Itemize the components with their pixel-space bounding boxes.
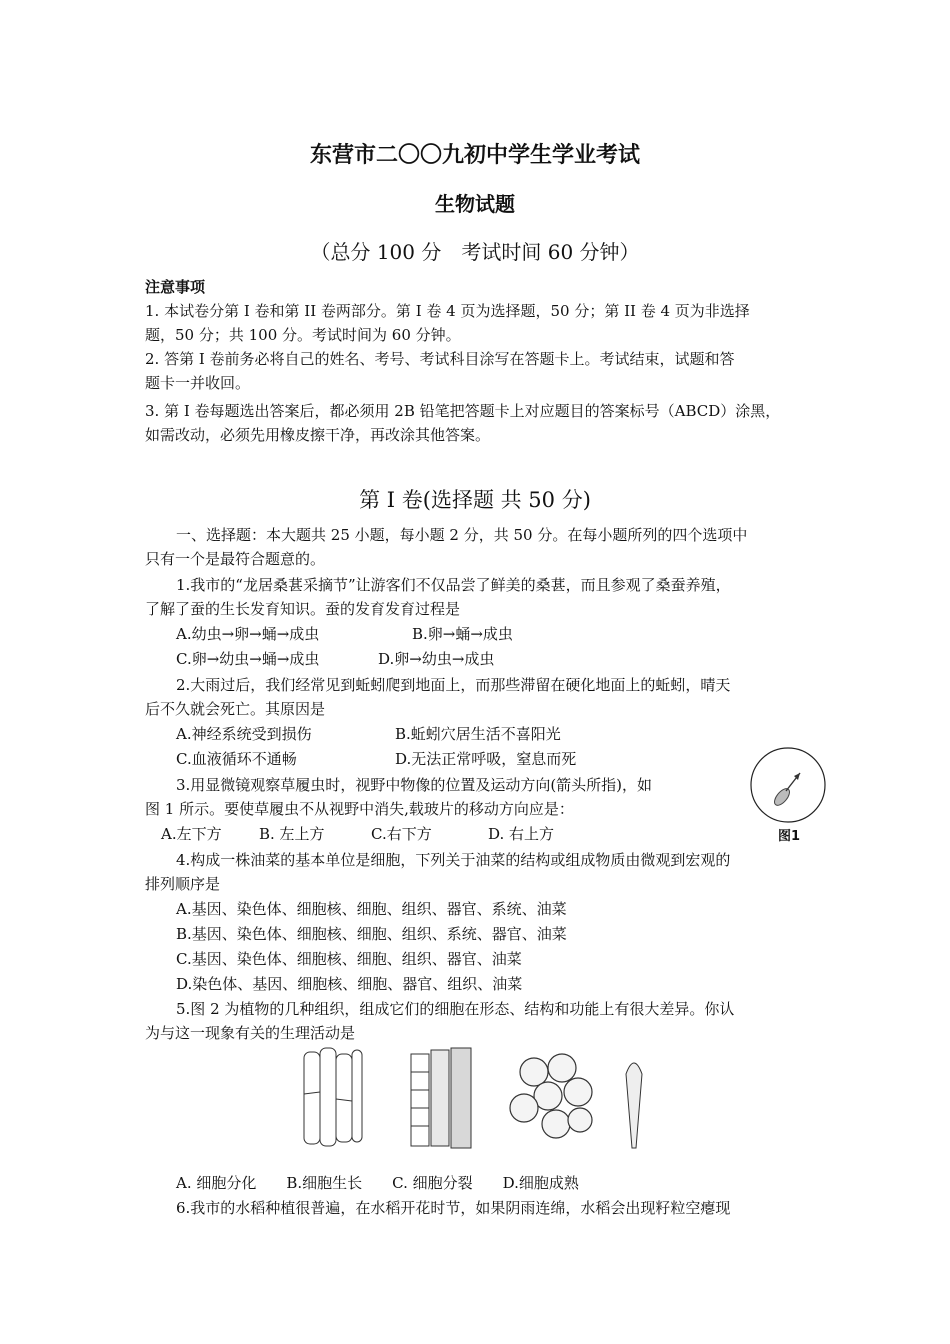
q3-option-a: A.左下方 [161,825,222,843]
q5-options: A. 细胞分化 B.细胞生长 C. 细胞分裂 D.细胞成熟 [176,1174,579,1192]
figure-1-label: 图1 [778,829,801,844]
q5-stem: 5.图 2 为植物的几种组织，组成它们的细胞在形态、结构和功能上有很大差异。你认 [176,1000,735,1018]
intro-line: 一、选择题：本大题共 25 小题，每小题 2 分，共 50 分。在每小题所列的四个选项中 [176,526,748,544]
q6-stem: 6.我市的水稻种植很普遍，在水稻开花时节，如果阴雨连绵，水稻会出现籽粒空瘪现 [176,1199,731,1217]
q1-option-a: A.幼虫→卵→蛹→成虫 [176,625,320,643]
plant-tissue-figure [296,1044,666,1154]
q2-stem: 2.大雨过后，我们经常见到蚯蚓爬到地面上，而那些滞留在硬化地面上的蚯蚓，晴天 [176,676,731,694]
notice-line: 1. 本试卷分第 I 卷和第 II 卷两部分。第 I 卷 4 页为选择题，50 分；第 II 卷 4 页为非选择 [145,302,750,320]
q2-option-d: D.无法正常呼吸，窒息而死 [395,750,577,768]
q1-option-c: C.卵→幼虫→蛹→成虫 [176,650,320,668]
figure-2 [296,1044,666,1154]
q1-option-b: B.卵→蛹→成虫 [412,625,513,643]
q2-option-b: B.蚯蚓穴居生活不喜阳光 [395,725,561,743]
q4-option-a: A.基因、染色体、细胞核、细胞、组织、器官、系统、油菜 [176,900,567,918]
q4-option-b: B.基因、染色体、细胞核、细胞、组织、系统、器官、油菜 [176,925,567,943]
notice-line: 题，50 分；共 100 分。考试时间为 60 分钟。 [145,326,461,344]
q3-option-c: C.右下方 [371,825,432,843]
q4-option-d: D.染色体、基因、细胞核、细胞、器官、组织、油菜 [176,975,523,993]
q4-option-c: C.基因、染色体、细胞核、细胞、组织、器官、油菜 [176,950,522,968]
intro-line: 只有一个是最符合题意的。 [145,550,326,568]
q4-stem: 排列顺序是 [145,875,221,893]
figure-1 [748,745,828,845]
tissue-round-cells [510,1054,592,1138]
q5-stem: 为与这一现象有关的生理活动是 [145,1024,356,1042]
exam-meta: （总分 100 分 考试时间 60 分钟） [310,240,640,264]
notice-line: 题卡一并收回。 [145,374,251,392]
q3-option-d: D. 右上方 [488,825,555,843]
q3-stem: 图 1 所示。要使草履虫不从视野中消失,载玻片的移动方向应是： [145,800,574,818]
notice-heading: 注意事项 [145,278,206,296]
notice-line: 3. 第 I 卷每题选出答案后，都必须用 2B 铅笔把答题卡上对应题目的答案标号（ABCD）涂黑， [145,402,781,420]
exam-title: 东营市二〇〇九初中学生学业考试 [309,143,640,168]
q3-option-b: B. 左上方 [259,825,325,843]
q1-stem: 了解了蚕的生长发育知识。蚕的发育发育过程是 [145,600,461,618]
notice-line: 2. 答第 I 卷前务必将自己的姓名、考号、考试科目涂写在答题卡上。考试结束，试题和答 [145,350,735,368]
notice-line: 如需改动，必须先用橡皮擦干净，再改涂其他答案。 [145,426,491,444]
q1-option-d: D.卵→幼虫→成虫 [378,650,495,668]
q2-option-c: C.血液循环不通畅 [176,750,297,768]
q2-stem: 后不久就会死亡。其原因是 [145,700,326,718]
section-title: 第 I 卷(选择题 共 50 分) [359,488,591,512]
exam-subject: 生物试题 [435,192,515,216]
q2-option-a: A.神经系统受到损伤 [176,725,312,743]
tissue-vessel-cells [411,1048,471,1148]
q1-stem: 1.我市的“龙居桑葚采摘节”让游客们不仅品尝了鲜美的桑葚，而且参观了桑蚕养殖， [176,576,731,594]
q4-stem: 4.构成一株油菜的基本单位是细胞，下列关于油菜的结构或组成物质由微观到宏观的 [176,851,731,869]
tissue-root-tip [626,1063,642,1148]
q3-stem: 3.用显微镜观察草履虫时，视野中物像的位置及运动方向(箭头所指)，如 [176,776,653,794]
tissue-elongated-cells [304,1048,362,1146]
